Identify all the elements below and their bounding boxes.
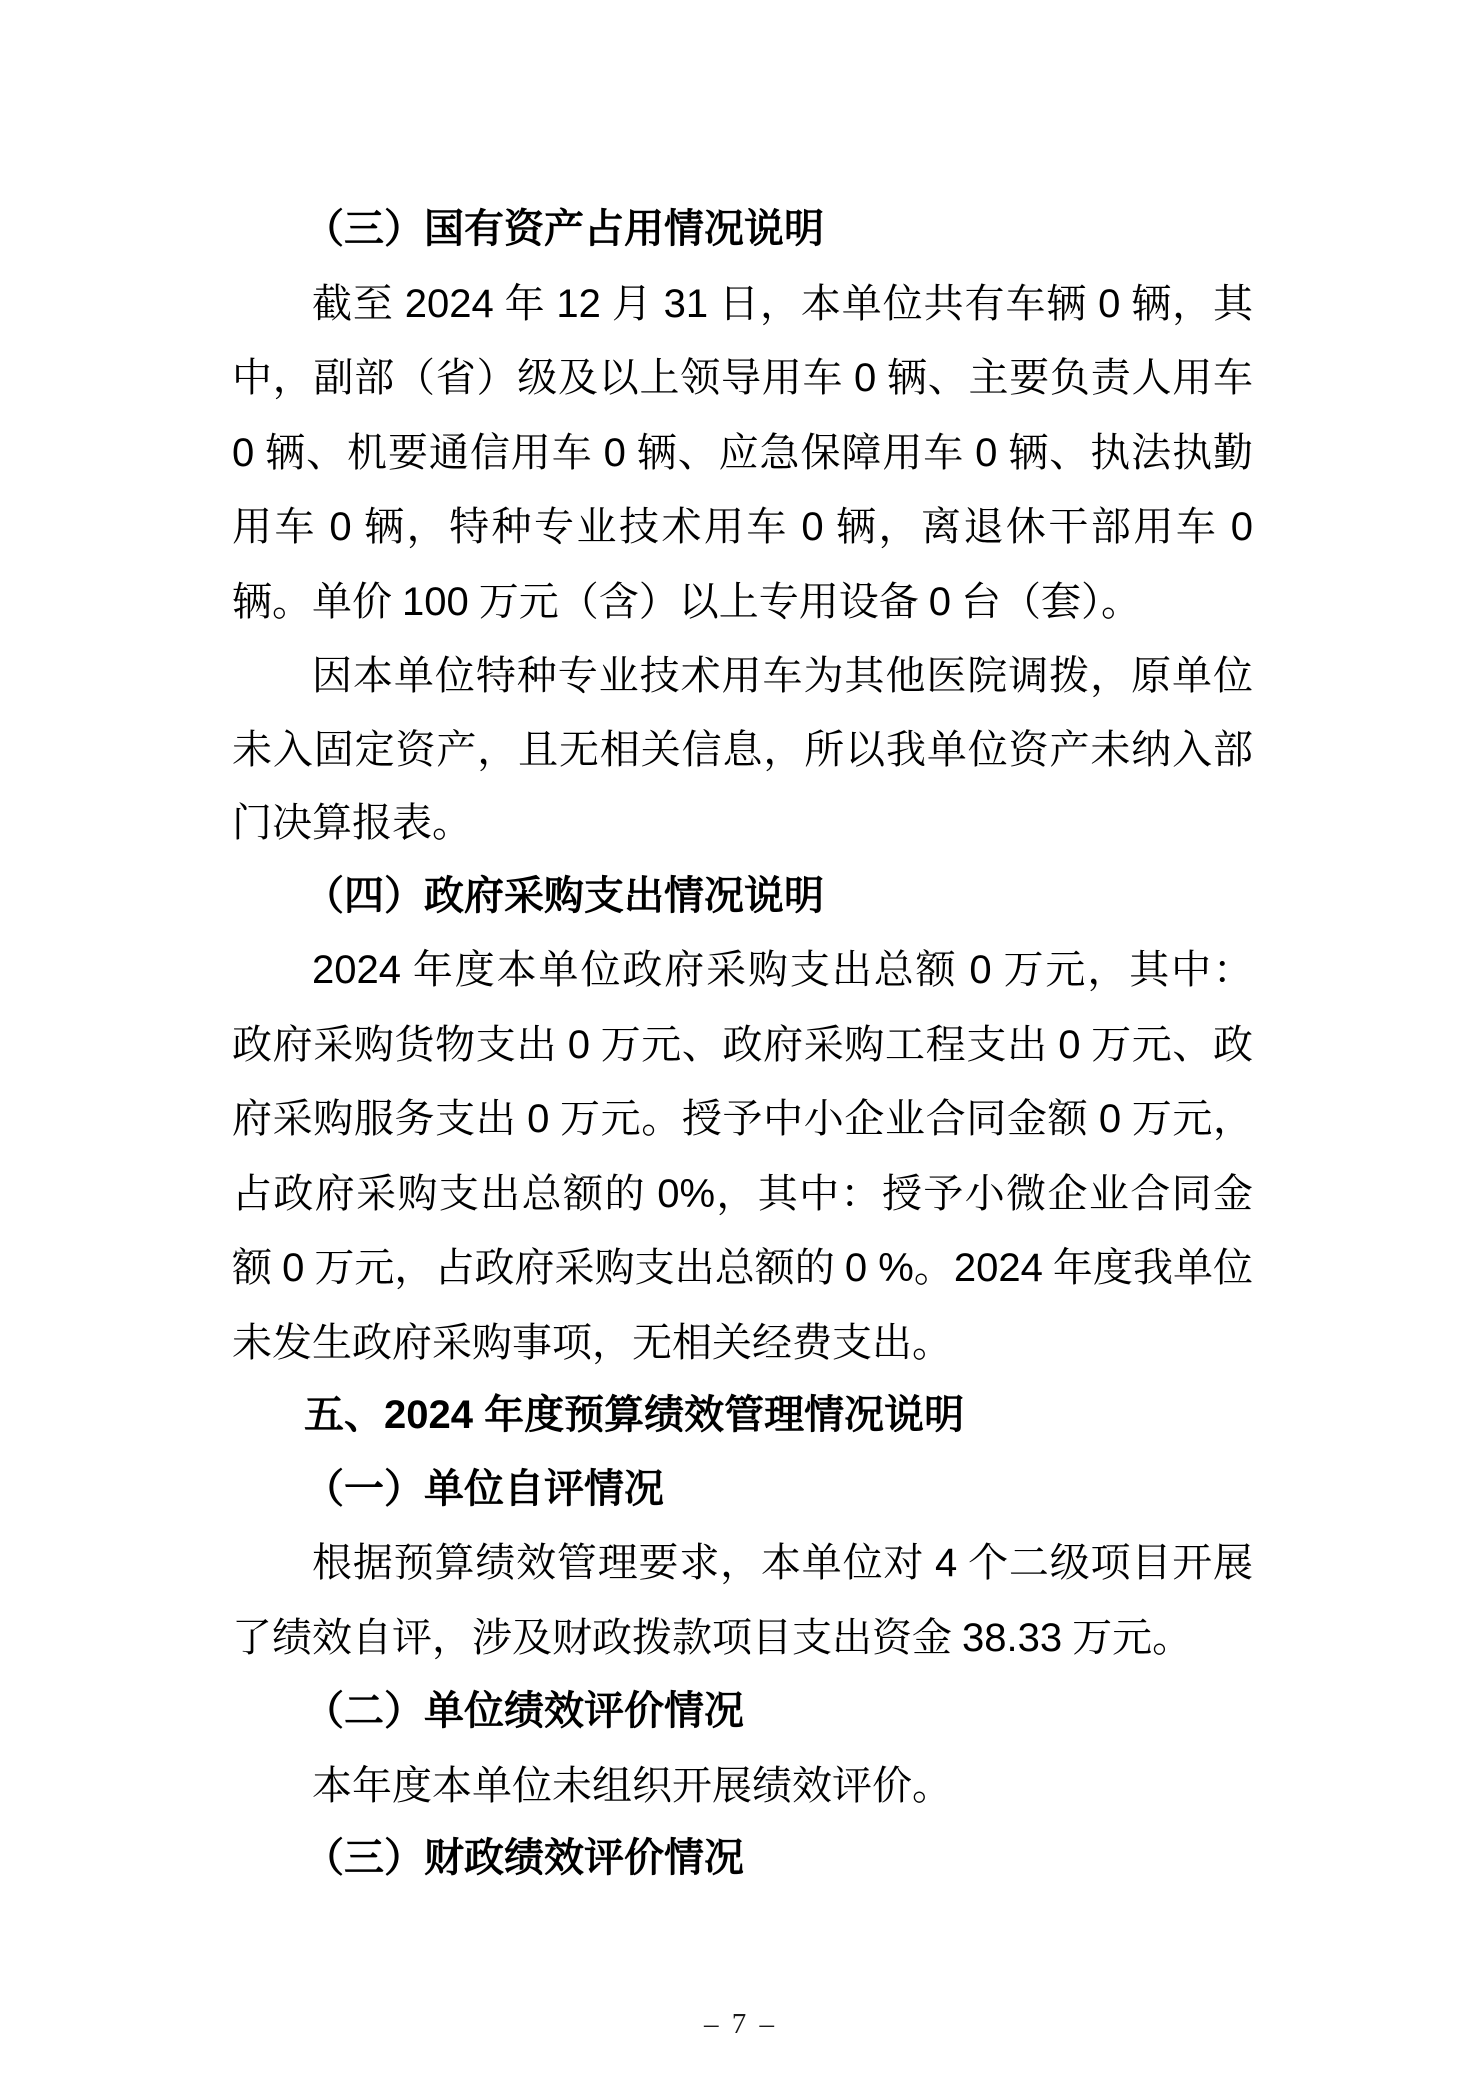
- numeric-value: 0 %: [844, 1246, 914, 1290]
- numeric-value: 0: [928, 579, 951, 624]
- numeric-value: 0: [1230, 505, 1254, 549]
- body-paragraph: 本年度本单位未组织开展绩效评价。: [312, 1762, 952, 1808]
- body-paragraph: 截至 2024 年 12 月 31 日，本单位共有车辆 0 辆，其中，副部（省）级及以上领导用车 0 辆、主要负责人用车 0 辆、机要通信用车 0 辆、应急保障用车 0 辆、执法执勤用车 0 辆，特种专业技术用车 0 辆，离退休干部用车 0 辆。单价 100 万元（含）以上专用设备 0 台（套）。: [232, 280, 1254, 624]
- numeric-value: 12: [556, 281, 601, 326]
- section-heading: （四）政府采购支出情况说明: [304, 873, 824, 918]
- section-heading: （一）单位自评情况: [304, 1466, 664, 1511]
- page-number: – 7 –: [704, 2008, 777, 2040]
- numeric-value: 0: [603, 430, 626, 475]
- section-heading: 五、2024 年度预算绩效管理情况说明: [304, 1393, 965, 1437]
- body-paragraph: 根据预算绩效管理要求，本单位对 4 个二级项目开展了绩效自评，涉及财政拨款项目支出资金 38.33 万元。: [232, 1540, 1254, 1660]
- numeric-value: 4: [935, 1541, 958, 1585]
- numeric-value: 0: [567, 1022, 590, 1067]
- section-heading: （二）单位绩效评价情况: [304, 1689, 744, 1733]
- numeric-value: 0: [282, 1246, 305, 1290]
- numeric-value: 2024: [404, 281, 494, 326]
- page-footer: [0, 2008, 1481, 2041]
- body-paragraph: 2024 年度本单位政府采购支出总额 0 万元，其中：政府采购货物支出 0 万元、政府采购工程支出 0 万元、政府采购服务支出 0 万元。授予中小企业合同金额 0 万元，占政府采购支出总额的 0%，其中：授予小微企业合同金额 0 万元，占政府采购支出总额的 0 %。2024 年度我单位未发生政府采购事项，无相关经费支出。: [232, 947, 1254, 1365]
- numeric-value: 0: [232, 430, 255, 475]
- section-heading: （三）财政绩效评价情况: [304, 1836, 744, 1880]
- numeric-value: 2024: [312, 948, 401, 992]
- numeric-value: 0%: [657, 1171, 716, 1216]
- numeric-value: 100: [402, 579, 469, 624]
- document-body: [232, 193, 1253, 1896]
- numeric-value: 0: [1098, 281, 1121, 326]
- numeric-value: 0: [975, 430, 998, 475]
- numeric-value: 0: [527, 1097, 550, 1141]
- numeric-value: 0: [1058, 1022, 1081, 1067]
- numeric-value: 31: [663, 281, 709, 326]
- numeric-value: 0: [969, 948, 992, 992]
- numeric-value: 0: [801, 505, 824, 549]
- body-paragraph: 因本单位特种专业技术用车为其他医院调拨，原单位未入固定资产，且无相关信息，所以我单位资产未纳入部门决算报表。: [232, 653, 1253, 845]
- numeric-value: 2024: [953, 1246, 1043, 1290]
- numeric-value: 0: [854, 356, 877, 400]
- numeric-value: 0: [329, 505, 352, 549]
- numeric-value: 0: [1098, 1097, 1122, 1141]
- section-heading: （三）国有资产占用情况说明: [304, 207, 824, 251]
- numeric-value: 2024: [384, 1393, 473, 1437]
- numeric-value: 38.33: [962, 1615, 1063, 1660]
